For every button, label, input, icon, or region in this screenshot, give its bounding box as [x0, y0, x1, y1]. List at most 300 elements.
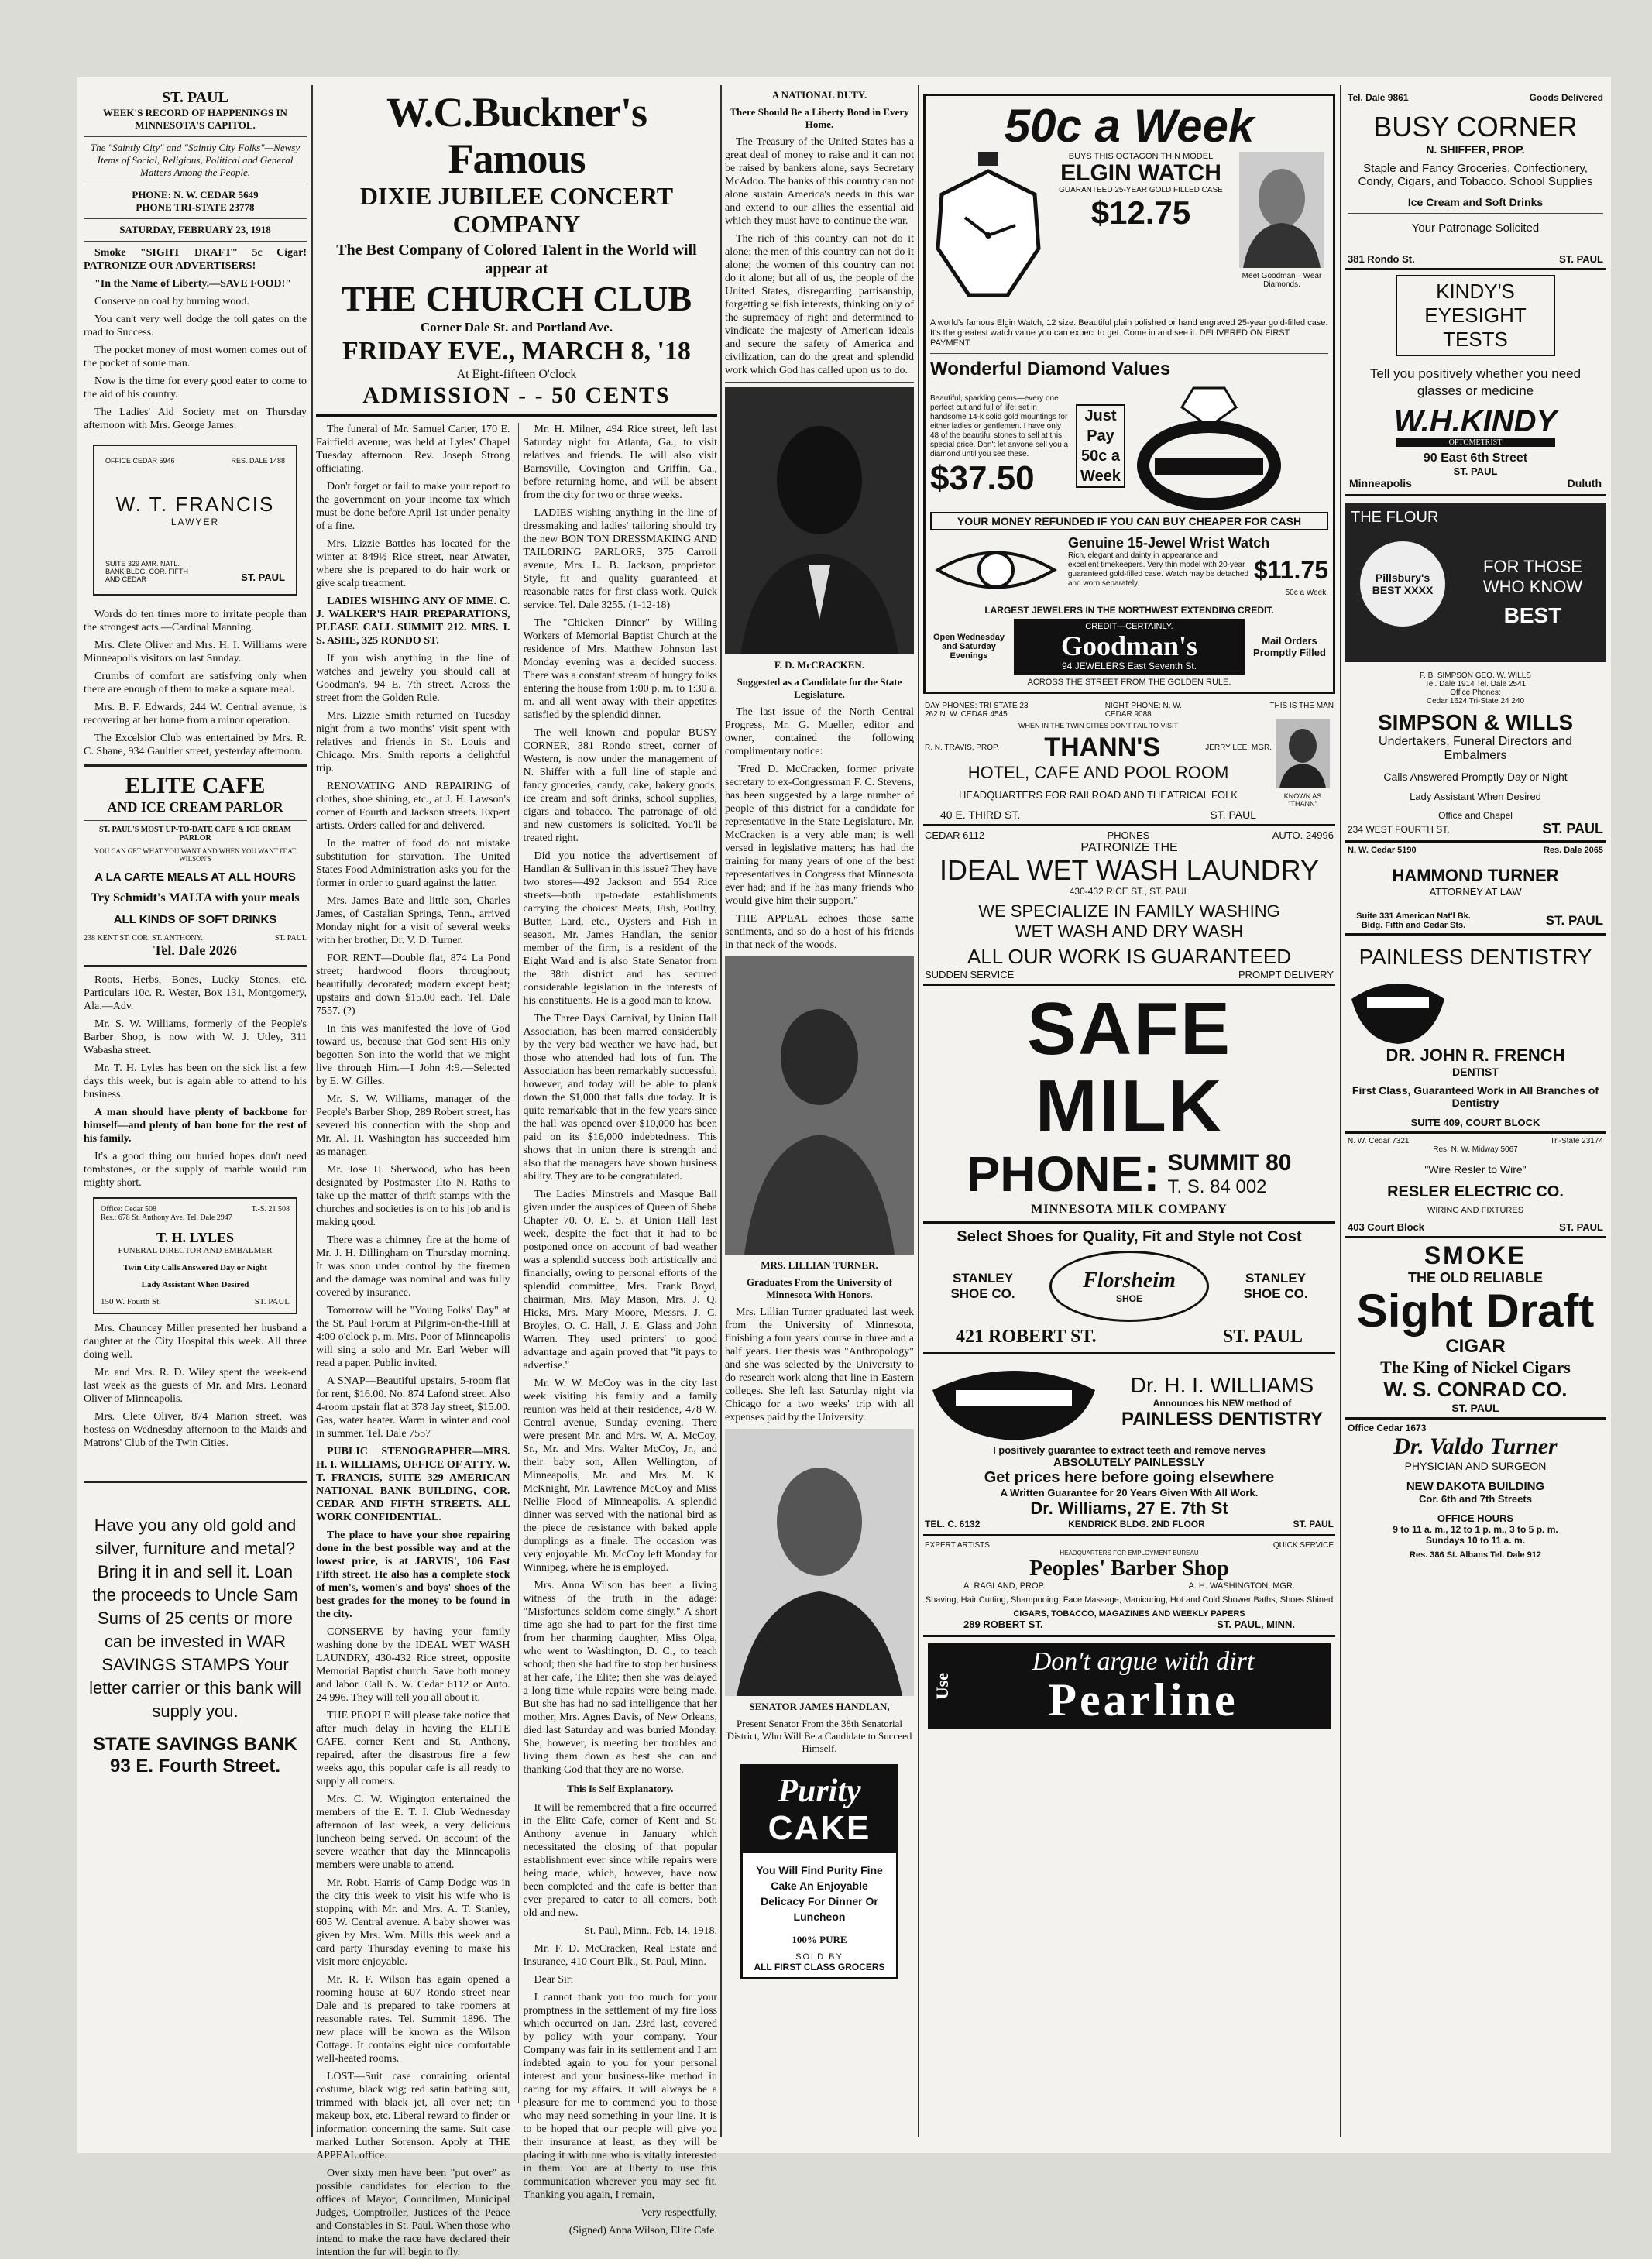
- column-1: [84, 89, 307, 2149]
- kindy-h3: TESTS: [1443, 328, 1508, 351]
- news-item: Mr. W. W. McCoy was in the city last week visiting his family and a family reunion was held at their residence, 478 W. Central avenue, Sunday evening. There were present Mr. and Mrs. W. A. McCoy, Sr., Mr. and Mrs. Walter McCoy, Jr., and their baby son, Allen Wellington, of Minneapolis, Mr. and Mrs. M. K. McKnight, Mr. Lawrence McCoy and Miss Nellie Flood of Minneapolis. A splendid dinner was served with the national bird as the piece de resistance with baked apple dumplings as a finale. The occasion was very enjoyable. Mr. McCoy left Monday for Winnipeg, where he is employed.: [523, 1378, 717, 1574]
- thann-hotel: HOTEL, CAFE AND POOL ROOM: [967, 763, 1229, 782]
- turner-city: ST. PAUL: [1545, 913, 1603, 928]
- thann-day: DAY PHONES: TRI STATE 23 262 N. W. CEDAR 4545: [925, 702, 1029, 719]
- goodman-elgin: ELGIN WATCH: [1060, 160, 1221, 186]
- phone-2: PHONE TRI-STATE 23778: [136, 201, 255, 213]
- elite-name: ELITE CAFE: [125, 773, 266, 798]
- news-item: PUBLIC STENOGRAPHER—MRS. H. I. WILLIAMS, OFFICE OF ATTY. W. T. FRANCIS, SUITE 329 AMERICAN NATIONAL BANK BUILDING, COR. CEDAR AND FIFTH STREETS. ALL WORK CONFIDENTIAL.: [316, 1446, 510, 1523]
- goodman-name: Goodman's: [1060, 630, 1198, 661]
- laundry-addr: 430-432 RICE ST., ST. PAUL: [1069, 886, 1190, 897]
- savings-bank: STATE SAVINGS BANK: [92, 1734, 297, 1755]
- news-item: The Ladies' Aid Society met on Thursday afternoon with Mrs. George James.: [84, 407, 307, 431]
- simpson-phones: Tel. Dale 1914 Tel. Dale 2541: [1424, 680, 1527, 688]
- news-item: Over sixty men have been "put over" as possible candidates for election to the offices of Mayor, Councilmen, Municipal Judges, Comptroller, Justices of the Peace and Constables in St. Paul. When those who intend to make the race have declared their intention the fur will begin to fly.: [316, 2168, 510, 2258]
- thanns-ad: [923, 699, 1335, 826]
- elite-tel: Tel. Dale 2026: [153, 942, 237, 958]
- kindy-ad: [1345, 270, 1606, 496]
- column-2-right: [518, 423, 718, 2237]
- column-2-left: [316, 423, 510, 2258]
- news-item: Mrs. Clete Oliver, 874 Marion street, was hostess on Wednesday afternoon to the Maids and Matrons' Club of the Twin Cities.: [84, 1411, 307, 1449]
- news-item: Now is the time for every good eater to come to the aid of his country.: [84, 376, 307, 400]
- column-4: [923, 89, 1335, 2149]
- francis-res: RES. DALE 1488: [231, 457, 285, 465]
- article-para: "Fred D. McCracken, former private secretary to ex-Congressman F. C. Stevens, has been suggested by a large number of people of this district for a candidate for representative in the State Legislature. Mr. McCracken is a very able man; is well versed in legislative matters; has had the training for many years of one of the best representatives in Congress that Minnesota ever had; and if he has many friends who would give him their support.": [725, 764, 914, 907]
- news-item: The Three Days' Carnival, by Union Hall Association, has been marred considerably by the very bad weather we have had, but those who attended had lots of fun. The Association has been remarkably successful, however, and today will be able to plank down the $1,000 that falls due today. It is quite remarkable that in the few years since the hall was opened over $10,000 has been paid on its $16,000 indebtedness. This shows that in union there is strength and also that the managers have shown business ability. They are to be congratulated.: [523, 1013, 717, 1183]
- turner-suite: Suite 331 American Nat'l Bk. Bldg. Fifth and Cedar Sts.: [1356, 911, 1471, 930]
- williams-guar: I positively guarantee to extract teeth and remove nerves: [993, 1444, 1266, 1456]
- savings-bank-ad: [84, 1514, 307, 1777]
- francis-name: W. T. FRANCIS: [115, 493, 275, 516]
- portrait-photo: [725, 1429, 914, 1696]
- news-item: Mr. H. Milner, 494 Rice street, left last Saturday night for Atlanta, Ga., to visit relatives and friends. He will also visit Barnsville, Covington and Griffin, Ga., before returning home, and will be absent from the city for two or three weeks.: [523, 424, 717, 501]
- simpson-cedar: Cedar 1624 Tri-State 24 240: [1426, 697, 1525, 706]
- letter-sign: (Signed) Anna Wilson, Elite Cafe.: [568, 2225, 717, 2237]
- column-2: [316, 89, 717, 2258]
- buckner-time: At Eight-fifteen O'clock: [456, 368, 577, 381]
- lyles-title: FUNERAL DIRECTOR AND EMBALMER: [118, 1246, 273, 1255]
- busy-addr: 381 Rondo St.: [1348, 253, 1415, 265]
- barber-ad: [923, 1536, 1335, 1637]
- kindy-duluth: Duluth: [1567, 477, 1602, 489]
- news-item: Mrs. Anna Wilson has been a living witness of the truth in the adage: "Misfortunes seldom come singly." A short time ago she had to part for the first time from her charming daughter, Miss Olga, who went to Washington, D. C., to teach school; then she had fire to stop her business at her cafe, The Elite; then she was delayed a long time while repairs were being made. But she has had no sad intelligence that her mother, Mrs. Agnes Davis, of New Orleans, died last Saturday and was buried Monday. She, however, is meeting her troubles and living them down as best she can and thanking God that they are no worse.: [523, 1580, 717, 1776]
- elite-addr: 238 KENT ST. COR. ST. ANTHONY.: [84, 934, 203, 942]
- lyles-addr: 150 W. Fourth St.: [101, 1297, 161, 1306]
- goodman-guar: GUARANTEED 25-YEAR GOLD FILLED CASE: [1059, 186, 1223, 194]
- news-item: It's a good thing our buried hopes don't need tombstones, or the supply of marble would run mighty short.: [84, 1151, 307, 1189]
- dentures-icon: [1348, 976, 1448, 1045]
- williams-abs: ABSOLUTELY PAINLESSLY: [1053, 1456, 1205, 1469]
- caption-turner-sub: Graduates From the University of Minnesota With Honors.: [746, 1276, 893, 1300]
- article-para: The last issue of the North Central Progress, Mr. G. Mueller, editor and owner, contained the following complimentary notice:: [725, 706, 914, 757]
- laundry-spec2: WET WASH AND DRY WASH: [1015, 922, 1244, 941]
- williams-get: Get prices here before going elsewhere: [984, 1469, 1275, 1486]
- column-5: [1345, 89, 1606, 2149]
- pillsbury-flour-ad: [1345, 503, 1606, 662]
- column-rule: [720, 85, 722, 2137]
- news-item: Mrs. Lizzie Smith returned on Tuesday night from a two months' visit spent with relatives and friends in St. Louis and Chicago. Mrs. Smith reports a delightful trip.: [316, 710, 510, 774]
- resler-res: Res. N. W. Midway 5067: [1433, 1145, 1518, 1154]
- goodman-buys: BUYS THIS OCTAGON THIN MODEL: [1068, 152, 1214, 161]
- news-item: Don't forget or fail to make your report to the government on your income tax which must be done before April 1st under penalty of a fine.: [316, 481, 510, 532]
- busy-goods: Goods Delivered: [1529, 92, 1603, 103]
- elite-malta: Try Schmidt's MALTA with your meals: [91, 891, 300, 905]
- letter-body: I cannot thank you too much for your promptness in the settlement of my fire loss which occurred on Jan. 23rd last, covered by policy with your company. Your Company was fair in its settlement and I am indebted again to you for your personal interest and your business-like method in caring for my affairs. It will always be a pleasure for me to commend you to those who may need something in your line. It is to be hoped that our people will give you their insurance at least, as they will be placing it with one who is vitally interested in them. You are at liberty to use this communication wherever you may see fit. Thanking you again, I remain,: [523, 1992, 717, 2201]
- milk-safe: SAFE MILK: [1026, 987, 1232, 1148]
- letter-intro: It will be remembered that a fire occurred in the Elite Cafe, corner of Kent and St. Anthony avenue in January which necessitated the closing of that popular establishment ever since while repairs were being made, which, however, have now been completed and the cafe is better than ever prepared to cater to all comers, both old and new.: [523, 1802, 717, 1919]
- portrait-photo: [725, 387, 914, 654]
- portrait-image: [725, 387, 914, 654]
- laundry-ad: [923, 826, 1335, 986]
- francis-ad: [93, 445, 297, 596]
- laundry-patronize: PATRONIZE THE: [1080, 841, 1178, 854]
- caption-handlan-sub: Present Senator From the 38th Senatorial District, Who Will Be a Candidate to Succeed Himself.: [726, 1718, 912, 1754]
- savings-text: Have you any old gold and silver, furniture and metal? Bring it in and sell it. Loan the proceeds to Uncle Sam Sums of 25 cents or more can be invested in WAR SAVINGS STAMPS Your letter carrier or this bank will supply you.: [89, 1516, 301, 1721]
- shoes-stanley-left: STANLEY SHOE CO.: [950, 1271, 1015, 1301]
- caption-mccracken-sub: Suggested as a Candidate for the State Legislature.: [737, 676, 902, 700]
- buckner-ad: [316, 89, 717, 417]
- francis-office: OFFICE CEDAR 5946: [105, 457, 175, 465]
- shoes-ad: [923, 1224, 1335, 1354]
- turner-cedar: N. W. Cedar 5190: [1348, 846, 1417, 855]
- valdo-hours: OFFICE HOURS: [1437, 1512, 1514, 1524]
- simpson-names: F. B. SIMPSON GEO. W. WILLS: [1420, 671, 1531, 680]
- news-item: Mr. Robt. Harris of Camp Dodge was in the city this week to visit his wife who is stopping with Mr. and Mrs. A. T. Stanley, 605 W. Central avenue. A baby shower was given by Mrs. Wm. Mills this week and a card party Thursday evening to make his visit more enjoyable.: [316, 1877, 510, 1968]
- goodman-wprice: $11.75: [1253, 555, 1328, 584]
- goodmans-ad: [923, 94, 1335, 694]
- thann-known: KNOWN AS "THANN": [1283, 792, 1322, 808]
- kindy-opt: OPTOMETRIST: [1396, 438, 1555, 447]
- portrait-image: [725, 956, 914, 1255]
- williams-name: Dr. H. I. WILLIAMS: [1130, 1373, 1314, 1397]
- simpson-office: Office Phones:: [1450, 688, 1501, 697]
- goodman-open: Open Wednesday and Saturday Evenings: [932, 633, 1005, 661]
- laundry-cedar: CEDAR 6112: [925, 829, 985, 841]
- news-item: Mr. R. F. Wilson has again opened a rooming house at 607 Rondo street near Dale and is prepared to take roomers at reasonable rates. Tel. Summit 1896. The new place will be known as the Wilson Cottage. It contains eight nice comfortable well-heated rooms.: [316, 1974, 510, 2065]
- thann-mgr: JERRY LEE, MGR.: [1205, 743, 1272, 752]
- buckner-date: FRIDAY EVE., MARCH 8, '18: [342, 337, 691, 366]
- french-name: DR. JOHN R. FRENCH: [1386, 1045, 1565, 1065]
- news-item: The Excelsior Club was entertained by Mrs. R. C. Shane, 934 Gaultier street, yesterday afternoon.: [84, 733, 307, 757]
- lyles-city: ST. PAUL: [254, 1297, 290, 1306]
- news-item: Mr. S. W. Williams, manager of the People's Barber Shop, 289 Robert street, has severed his connection with the shop and Mr. Al. H. Washington has succeeded him as manager.: [316, 1093, 510, 1158]
- barber-expert: EXPERT ARTISTS: [925, 1541, 990, 1550]
- pearline-brand: Pearline: [1048, 1674, 1238, 1725]
- news-item: THE PEOPLE will please take notice that after much delay in having the ELITE CAFE, corner Kent and St. Anthony, repaired, after the disastrous fire a few weeks ago, this popular cafe is all ready to supply all comers.: [316, 1710, 510, 1787]
- simpson-wills-ad: [1345, 668, 1606, 843]
- french-dentist-ad: [1345, 936, 1606, 1134]
- purity-pure: 100% PURE: [792, 1934, 847, 1945]
- thann-city: ST. PAUL: [1210, 809, 1256, 821]
- barber-serv: Shaving, Hair Cutting, Shampooing, Face Massage, Manicuring, Hot and Cold Shower Baths, Shoes Shined: [925, 1595, 1334, 1605]
- news-item: If you wish anything in the line of watches and jewelry you should call at Goodman's, 94 E. 7th street. Across the street from the Golden Rule.: [316, 653, 510, 704]
- valdo-title: PHYSICIAN AND SURGEON: [1404, 1460, 1547, 1472]
- kindy-tell: Tell you positively whether you need glasses or medicine: [1369, 366, 1582, 398]
- column-rule: [1340, 85, 1341, 2137]
- williams-painless: PAINLESS DENTISTRY: [1121, 1409, 1324, 1430]
- letter-head: This Is Self Explanatory.: [567, 1783, 674, 1794]
- article-para: THE APPEAL echoes those same sentiments, and so do a host of his friends in that neck of the woods.: [725, 913, 914, 951]
- resler-cedar: N. W. Cedar 7321: [1348, 1137, 1410, 1145]
- barber-mgr: A. H. WASHINGTON, MGR.: [1188, 1581, 1295, 1591]
- lyles-office: Office: Cedar 508: [101, 1205, 157, 1214]
- goodman-num: 94: [1061, 661, 1073, 671]
- article-sub: There Should Be a Liberty Bond in Every Home.: [730, 106, 909, 130]
- milk-summit: SUMMIT 80: [1167, 1150, 1292, 1176]
- turner-res: Res. Dale 2065: [1543, 846, 1603, 855]
- news-item: Mrs. C. W. Wigington entertained the members of the E. T. I. Club Wednesday afternoon of last week, a very delicious luncheon being served. On account of the severe weather that day the Minneapolis members were unable to attend.: [316, 1794, 510, 1871]
- portrait-image: [725, 1429, 914, 1696]
- thann-night: NIGHT PHONE: N. W. CEDAR 9088: [1104, 702, 1182, 719]
- news-item: LADIES WISHING ANY OF MME. C. J. WALKER'S HAIR PREPARATIONS, PLEASE CALL SUMMIT 212. MRS. I. S. ASHE, 325 RONDO ST.: [316, 596, 510, 647]
- valdo-bldg: NEW DAKOTA BUILDING: [1406, 1480, 1545, 1493]
- news-item: Smoke "SIGHT DRAFT" 5c Cigar! PATRONIZE OUR ADVERTISERS!: [84, 247, 307, 272]
- barber-name: Peoples' Barber Shop: [1029, 1557, 1229, 1581]
- thann-name: THANN'S: [1044, 733, 1161, 762]
- buckner-admission: ADMISSION - - 50 CENTS: [362, 383, 671, 408]
- phone-1: PHONE: N. W. CEDAR 5649: [132, 189, 259, 201]
- shoes-city: ST. PAUL: [1222, 1327, 1303, 1347]
- news-item: The place to have your shoe repairing done in the best possible way and at the lowest price, is at JARVIS', 106 East Fifth street. He also has a complete stock of men's, women's and boys' shoes of the best grades for the money to be found in the city.: [316, 1529, 510, 1620]
- flour-best: BEST: [1503, 603, 1562, 627]
- french-title: DENTIST: [1452, 1066, 1499, 1078]
- news-item: A SNAP—Beautiful upstairs, 5-room flat for rent, $16.00. No. 874 Lafond street. Also 4-room upstair flat at 378 Jay street, $15.00. Gas, water heater. Warm in winter and cool in summer. Tel. Dale 7557: [316, 1375, 510, 1440]
- elite-cafe-ad: [84, 773, 307, 959]
- busy-desc: Staple and Fancy Groceries, Confectionery, Condy, Cigars, and Tobacco. School Supplies: [1358, 162, 1593, 188]
- purity-grocers: ALL FIRST CLASS GROCERS: [754, 1962, 885, 1972]
- article-para: Mrs. Lillian Turner graduated last week from the University of Minnesota, finishing a four years' course in three and a half years. Her thesis was "Anthropology" and she was selected by the University to do research work along that line in Eastern colleges. She left last Saturday night via Chicago for a two weeks' trip with all expenses paid by the University.: [725, 1306, 914, 1423]
- goodman-week: 50c a Week.: [1285, 589, 1328, 597]
- williams-city: ST. PAUL: [1293, 1519, 1334, 1529]
- news-item: The well known and popular BUSY CORNER, 381 Rondo street, corner of Western, is now under the management of N. Shiffer with a full line of staple and fancy groceries, candy, cake, bakery goods, ice cream and soft drinks, school supplies, cigars and tobacco. The patronage of old and new customers is solicited. You'll be treated right.: [523, 727, 717, 844]
- milk-phone: PHONE:: [967, 1146, 1160, 1202]
- elite-tag1: ST. PAUL'S MOST UP-TO-DATE CAFE & ICE CREAM PARLOR: [99, 826, 291, 843]
- article-para: The rich of this country can not do it alone; the men of this country can not do it alone; the women of this country can not do it alone; but all of us, the people of the United States, disregarding partisanship, forgetting selfish interests, thinking only of the supremacy of right and determined to vindicate the majesty of American ideals and secure the safety of America and civilization, can do the great and splendid work which God has called upon us to do.: [725, 233, 914, 376]
- simpson-name: SIMPSON & WILLS: [1378, 710, 1573, 734]
- valdo-turner-ad: [1345, 1420, 1606, 1563]
- thann-when: WHEN IN THE TWIN CITIES DON'T FAIL TO VISIT: [1018, 722, 1179, 730]
- buckner-sub2: COMPANY: [452, 210, 581, 238]
- thann-prop: R. N. TRAVIS, PROP.: [925, 743, 1000, 752]
- thann-man: THIS IS THE MAN: [1269, 702, 1334, 710]
- safe-milk-ad: [923, 986, 1335, 1224]
- busy-tel: Tel. Dale 9861: [1348, 92, 1409, 103]
- resler-wire: "Wire Resler to Wire": [1424, 1163, 1527, 1176]
- news-item: LOST—Suit case containing oriental costume, black wig; red satin bathing suit, trimmed with black jet, all over net; tin makeup box, etc. Liberal reward to finder or information concerning the same. Suit case marked Luther Sorenson. Apply at THE APPEAL office.: [316, 2071, 510, 2161]
- kindy-mpls: Minneapolis: [1349, 477, 1412, 489]
- barber-city: ST. PAUL, MINN.: [1217, 1619, 1295, 1630]
- kindy-addr: 90 East 6th Street: [1423, 451, 1528, 465]
- news-item: A man should have plenty of backbone for himself—and plenty of ban bone for the rest of his family.: [84, 1107, 307, 1145]
- valdo-h1: 9 to 11 a. m., 12 to 1 p. m., 3 to 5 p. m.: [1393, 1524, 1558, 1535]
- news-item: Did you notice the advertisement of Handlan & Sullivan in this issue? They have two stores—492 Jackson and 554 Rice streets—both up-to-date establishments carrying the choicest Meats, Fish, Poultry, Butter, Lard, etc., Oysters and Fish in season. Mr. James Handlan, the senior member of the firm, is a resident of the Eight Ward and is also State Senator from the 38th district and has secured considerable legislation in the interests of his constituents. He is a good man to know.: [523, 850, 717, 1007]
- goodman-just: Just Pay 50c a Week: [1076, 404, 1125, 488]
- thann-addr: 40 E. THIRD ST.: [940, 809, 1021, 821]
- buckner-best: The Best Company of Colored Talent in the World will appear at: [336, 242, 697, 277]
- news-item: The pocket money of most women comes out of the pocket of some man.: [84, 345, 307, 369]
- sight-name: Sight Draft: [1356, 1285, 1595, 1337]
- laundry-spec1: WE SPECIALIZE IN FAMILY WASHING: [978, 901, 1280, 921]
- news-item: In the matter of food do not mistake substitution for starvation. The United States Food Administration asks you for the former in order to guard against the latter.: [316, 838, 510, 889]
- news-item: Mrs. Chauncey Miller presented her husband a daughter at the City Hospital this week. All three doing well.: [84, 1323, 307, 1361]
- laundry-guar: ALL OUR WORK IS GUARANTEED: [967, 945, 1291, 968]
- news-item: RENOVATING AND REPAIRING of clothes, shoe shining, etc., at J. H. Lawson's corner of Fourth and Jackson streets. Expert artists. Orders called for and delivered.: [316, 781, 510, 832]
- francis-suite: SUITE 329 AMR. NATL. BANK BLDG. COR. FIFTH AND CEDAR: [105, 560, 189, 583]
- resler-name: RESLER ELECTRIC CO.: [1387, 1183, 1564, 1200]
- lyles-calls: Twin City Calls Answered Day or Night: [123, 1263, 267, 1272]
- kindy-h2: EYESIGHT: [1424, 304, 1527, 327]
- shoes-head: Select Shoes for Quality, Fit and Style not Cost: [957, 1228, 1302, 1245]
- news-item: Mrs. B. F. Edwards, 244 W. Central avenue, is recovering at her home from a minor operation.: [84, 702, 307, 726]
- milk-co: MINNESOTA MILK COMPANY: [1031, 1203, 1228, 1216]
- caption-turner: MRS. LILLIAN TURNER.: [761, 1259, 878, 1271]
- news-item: CONSERVE by having your family washing done by the IDEAL WET WASH LAUNDRY, 430-432 Rice street, opposite Memorial Baptist church. Save both money and labor. Call N. W. Cedar 6112 or Auto. 24 996. They will tell you all about it.: [316, 1626, 510, 1704]
- busy-prop: N. SHIFFER, PROP.: [1426, 143, 1525, 156]
- barber-prop: A. RAGLAND, PROP.: [963, 1581, 1046, 1591]
- news-item: Mr. S. W. Williams, formerly of the People's Barber Shop, is now with W. J. Utley, 311 Wabasha street.: [84, 1018, 307, 1056]
- caption-handlan: SENATOR JAMES HANDLAN,: [749, 1701, 890, 1712]
- valdo-cor: Cor. 6th and 7th Streets: [1419, 1493, 1532, 1505]
- barber-hq: HEADQUARTERS FOR EMPLOYMENT BUREAU: [1060, 1550, 1199, 1557]
- thann-hq: HEADQUARTERS FOR RAILROAD AND THEATRICAL FOLK: [959, 789, 1238, 801]
- thann-portrait: [1276, 719, 1330, 788]
- purity-brand: Purity: [778, 1773, 861, 1809]
- goodman-dprice: $37.50: [930, 459, 1035, 497]
- pearline-use: Use: [932, 1672, 952, 1700]
- shoes-addr: 421 ROBERT ST.: [956, 1327, 1097, 1347]
- french-suite: SUITE 409, COURT BLOCK: [1410, 1117, 1540, 1128]
- masthead-line1: WEEK'S RECORD OF HAPPENINGS IN MINNESOTA'S CAPITOL.: [103, 107, 287, 131]
- watch-image: [930, 152, 1046, 318]
- flour-the: THE FLOUR: [1351, 509, 1439, 526]
- news-item: Words do ten times more to irritate people than the strongest acts.—Cardinal Manning.: [84, 609, 307, 633]
- news-item: You can't very well dodge the toll gates on the road to Success.: [84, 314, 307, 338]
- busy-ice: Ice Cream and Soft Drinks: [1407, 196, 1544, 208]
- letter-close: Very respectfully,: [641, 2207, 717, 2219]
- busy-city: ST. PAUL: [1559, 253, 1603, 265]
- milk-ts: T. S. 84 002: [1167, 1176, 1267, 1197]
- simpson-lady: Lady Assistant When Desired: [1410, 791, 1541, 802]
- barber-cigars: CIGARS, TOBACCO, MAGAZINES AND WEEKLY PAPERS: [1013, 1609, 1245, 1619]
- laundry-sudden: SUDDEN SERVICE: [925, 969, 1015, 980]
- news-item: The funeral of Mr. Samuel Carter, 170 E. Fairfield avenue, was held at Lyles' Chapel Tuesday afternoon. Rev. Joseph Strong officiating.: [316, 424, 510, 475]
- shoes-brand: Florsheim: [1083, 1269, 1176, 1293]
- news-item: Mrs. James Bate and little son, Charles James, of Castalian Springs, Tenn., arrived Monday night for a visit of several weeks with her brother, Dr. V. D. Turner.: [316, 895, 510, 946]
- shoes-shoe: SHOE: [1115, 1293, 1142, 1304]
- goodman-wrist: Genuine 15-Jewel Wrist Watch: [1068, 535, 1270, 551]
- pearline-ad: [928, 1643, 1331, 1729]
- turner-name: HAMMOND TURNER: [1392, 866, 1559, 885]
- news-item: In this was manifested the love of God toward us, because that God sent His only begotten Son into the world that we might live through Him.—I John 4:9.—Selected by E. W. Gilles.: [316, 1023, 510, 1087]
- purity-sold: SOLD BY: [795, 1952, 843, 1962]
- pearline-dont: Don't argue with dirt: [1032, 1647, 1255, 1676]
- busy-pat: Your Patronage Solicited: [1411, 221, 1540, 235]
- news-item: FOR RENT—Double flat, 874 La Pond street; hardwood floors throughout; beautifully decorated; modern except heat; upstairs and down $15.00 each. Tel. Dale 7557. (?): [316, 953, 510, 1017]
- column-rule: [918, 85, 919, 2137]
- news-item: Conserve on coal by burning wood.: [94, 296, 249, 307]
- elite-tag2: YOU CAN GET WHAT YOU WANT AND WHEN YOU WANT IT AT WILSON'S: [94, 847, 297, 863]
- goodman-head: 50c a Week: [1004, 100, 1255, 152]
- simpson-city: ST. PAUL: [1542, 821, 1603, 836]
- goodman-jewelers: JEWELERS: [1074, 661, 1125, 671]
- elite-sub: AND ICE CREAM PARLOR: [107, 799, 283, 815]
- williams-written: A Written Guarantee for 20 Years Given With All Work.: [1000, 1487, 1259, 1499]
- busy-name: BUSY CORNER: [1373, 111, 1578, 142]
- sight-co: W. S. CONRAD CO.: [1383, 1378, 1568, 1401]
- lyles-ts: T.-S. 21 508: [251, 1205, 290, 1214]
- williams-addr: Dr. Williams, 27 E. 7th St: [1030, 1499, 1228, 1518]
- resler-ts: Tri-State 23174: [1550, 1137, 1603, 1145]
- news-item: Mr. Jose H. Sherwood, who has been designated by Postmaster Ilto N. Raths to take up the matter of thrift stamps with the churches and societies is on to his job and is making good.: [316, 1164, 510, 1228]
- goodman-wdesc: Rich, elegant and dainty in appearance and excellent timekeepers. Very thin model with 20-year guaranteed gold-filled case. Watch may be detached and worn separately.: [1068, 551, 1249, 588]
- elgin-watch-icon: [930, 152, 1046, 314]
- barber-addr: 289 ROBERT ST.: [963, 1619, 1043, 1630]
- resler-addr: 403 Court Block: [1348, 1221, 1424, 1233]
- goodman-largest: LARGEST JEWELERS IN THE NORTHWEST EXTENDING CREDIT.: [984, 605, 1274, 616]
- buckner-title: W.C.Buckner's Famous: [386, 89, 647, 182]
- goodman-diamond: Wonderful Diamond Values: [930, 359, 1171, 379]
- wrist-watch-icon: [930, 535, 1062, 605]
- williams-tel: TEL. C. 6132: [925, 1519, 981, 1529]
- elite-city: ST. PAUL: [274, 934, 307, 942]
- turner-title: ATTORNEY AT LAW: [1429, 886, 1522, 898]
- news-item: Mrs. Lizzie Battles has located for the winter at 849½ Rice street, near Atwater, where she is prepared to do hair work or give scalp treatment.: [316, 538, 510, 589]
- simpson-chapel: Office and Chapel: [1438, 810, 1513, 821]
- goodman-refund: YOUR MONEY REFUNDED IF YOU CAN BUY CHEAPER FOR CASH: [930, 512, 1328, 530]
- kindy-name: W.H.KINDY: [1393, 404, 1558, 438]
- lyles-lady: Lady Assistant When Desired: [141, 1280, 249, 1289]
- goodman-credit: CREDIT—CERTAINLY.: [1085, 622, 1173, 631]
- news-item: Roots, Herbs, Bones, Lucky Stones, etc. Particulars 10c. R. Wester, Box 131, Montgomery, Ala.—Adv.: [84, 974, 307, 1012]
- news-item: The Ladies' Minstrels and Masque Ball given under the auspices of Queen of Sheba Chapter 70. O. E. S. at Union Hall last week, despite the fact that it had to be postponed once on account of bad weather was a splendid success both artistically and financially, owing to personal efforts of the splendid committee, Mrs. Frank Boyd, chairman, Mrs. May Mason, Mrs. J. Q. Hicks, Mrs. Mary Moore, Messrs. J. C. Broyles, O. C. Hall, J. E. Glass and John Warren. They used printers' to good advantage and again proved that "it pays to advertise.": [523, 1189, 717, 1372]
- valdo-res: Res. 386 St. Albans Tel. Dale 912: [1410, 1550, 1541, 1560]
- news-item: LADIES wishing anything in the line of dressmaking and ladies' tailoring should try the new BON TON DRESSMAKING AND TAILORING PARLORS, 375 Carroll avenue, Mrs. L. B. Jackson, proprietor. Style, fit and quality guaranteed at reasonable rates for first class work. Quick service. Tel. Dale 3255. (1-12-18): [523, 507, 717, 611]
- letter-to: Mr. F. D. McCracken, Real Estate and Insurance, 410 Court Blk., St. Paul, Minn.: [523, 1943, 717, 1968]
- elite-meals: A LA CARTE MEALS AT ALL HOURS: [94, 870, 296, 884]
- sight-draft-ad: [1345, 1238, 1606, 1420]
- news-item: "In the Name of Liberty.—SAVE FOOD!": [94, 278, 292, 290]
- goodman-across: ACROSS THE STREET FROM THE GOLDEN RULE.: [1027, 678, 1231, 687]
- news-item: There was a chimney fire at the home of Mr. J. H. Dillingham on Thursday morning. It was soon under control by the firemen and the damage was nominal and was fully covered by insurance.: [316, 1234, 510, 1299]
- shoes-stanley-right: STANLEY SHOE CO.: [1243, 1271, 1308, 1301]
- masthead-line2: The "Saintly City" and "Saintly City Folks"—Newsy Items of Social, Religious, Political and General Matters Among the People.: [90, 142, 301, 178]
- column-3: [725, 89, 914, 2149]
- sight-cigar: CIGAR: [1445, 1336, 1506, 1357]
- simpson-calls: Calls Answered Promptly Day or Night: [1383, 771, 1568, 783]
- masthead-city: ST. PAUL: [162, 89, 228, 106]
- portrait-photo: [725, 956, 914, 1255]
- hammond-turner-ad: [1345, 843, 1606, 936]
- williams-dentist-ad: [923, 1354, 1335, 1536]
- purity-cake: CAKE: [768, 1809, 871, 1847]
- goodman-desc: A world's famous Elgin Watch, 12 size. Beautiful plain polished or hand engraved 25-year gold-filled case. It's the greatest watch value you can expect to get. Come in and see it. DELIVERED ON FIRST PAYMENT.: [930, 318, 1328, 348]
- resler-wiring: WIRING AND FIXTURES: [1427, 1206, 1524, 1215]
- laundry-prompt: PROMPT DELIVERY: [1238, 969, 1334, 980]
- purity-text: You Will Find Purity Fine Cake An Enjoyable Delicacy For Dinner Or Luncheon: [756, 1864, 883, 1923]
- buckner-sub1: DIXIE JUBILEE CONCERT: [359, 182, 674, 210]
- goodman-portrait: [1239, 152, 1324, 268]
- news-item: Mr. T. H. Lyles has been on the sick list a few days this week, but is again able to attend to his business.: [84, 1063, 307, 1100]
- french-first: First Class, Guaranteed Work in All Branches of Dentistry: [1351, 1084, 1599, 1109]
- news-item: The "Chicken Dinner" by Willing Workers of Memorial Baptist Church at the residence of Mrs. Matthew Johnson last Monday evening was a decided success. There was a constant stream of hungry folks entering the house from 1:00 p. m. to 1:30 a. m. and all went away with their appetites satisfied by the splendid dinner.: [523, 617, 717, 721]
- sight-city: ST. PAUL: [1451, 1402, 1499, 1414]
- buckner-corner: Corner Dale St. and Portland Ave.: [420, 320, 613, 335]
- resler-electric-ad: [1345, 1134, 1606, 1238]
- goodman-meet: Meet Goodman—Wear Diamonds.: [1242, 272, 1322, 289]
- news-item: Mrs. Clete Oliver and Mrs. H. I. Williams were Minneapolis visitors on last Sunday.: [84, 640, 307, 664]
- article-head: A NATIONAL DUTY.: [771, 89, 867, 101]
- goodman-ddesc: Beautiful, sparkling gems—every one perfect cut and full of life; set in handsome 14-k solid gold mountings for either ladies or gentlemen. I have only 48 of the beautiful stones to sell at this special price. Don't let anyone sell you a diamond until you see these.: [930, 394, 1069, 458]
- newspaper-page: [77, 77, 1611, 2258]
- article-para: The Treasury of the United States has a great deal of money to raise and it can not be raised by bankers alone, says Secretary McAdoo. The banks of this country can not alone sustain America's needs in this war and extend to our allies the essential aid which they must have to continue the war.: [725, 136, 914, 227]
- valdo-office: Office Cedar 1673: [1348, 1423, 1427, 1433]
- resler-city: ST. PAUL: [1559, 1221, 1603, 1233]
- simpson-addr: 234 WEST FOURTH ST.: [1348, 823, 1450, 835]
- news-item: Tomorrow will be "Young Folks' Day" at the St. Paul Forum at Pilgrim-on-the-Hill at 4:00 o'clock p. m. Mrs. Poor of Minneapolis will sing a solo and Mr. Earl Weber will read a paper. Public invited.: [316, 1305, 510, 1369]
- savings-addr: 93 E. Fourth Street.: [109, 1756, 281, 1777]
- barber-quick: QUICK SERVICE: [1272, 1541, 1334, 1550]
- letter-date: St. Paul, Minn., Feb. 14, 1918.: [584, 1925, 717, 1937]
- sight-smoke: SMOKE: [1424, 1241, 1527, 1269]
- flour-for: FOR THOSE WHO KNOW: [1482, 557, 1583, 596]
- caption-mccracken: F. D. McCRACKEN.: [774, 659, 865, 671]
- williams-bldg: KENDRICK BLDG. 2ND FLOOR: [1068, 1519, 1205, 1529]
- news-item: Mr. and Mrs. R. D. Wiley spent the week-end last week as the guests of Mr. and Mrs. Leonard Oliver of Minneapolis.: [84, 1367, 307, 1405]
- valdo-name: Dr. Valdo Turner: [1393, 1433, 1558, 1459]
- issue-date: SATURDAY, FEBRUARY 23, 1918: [119, 224, 271, 235]
- buckner-club: THE CHURCH CLUB: [341, 279, 692, 318]
- goodman-addr: East Seventh St.: [1127, 661, 1197, 671]
